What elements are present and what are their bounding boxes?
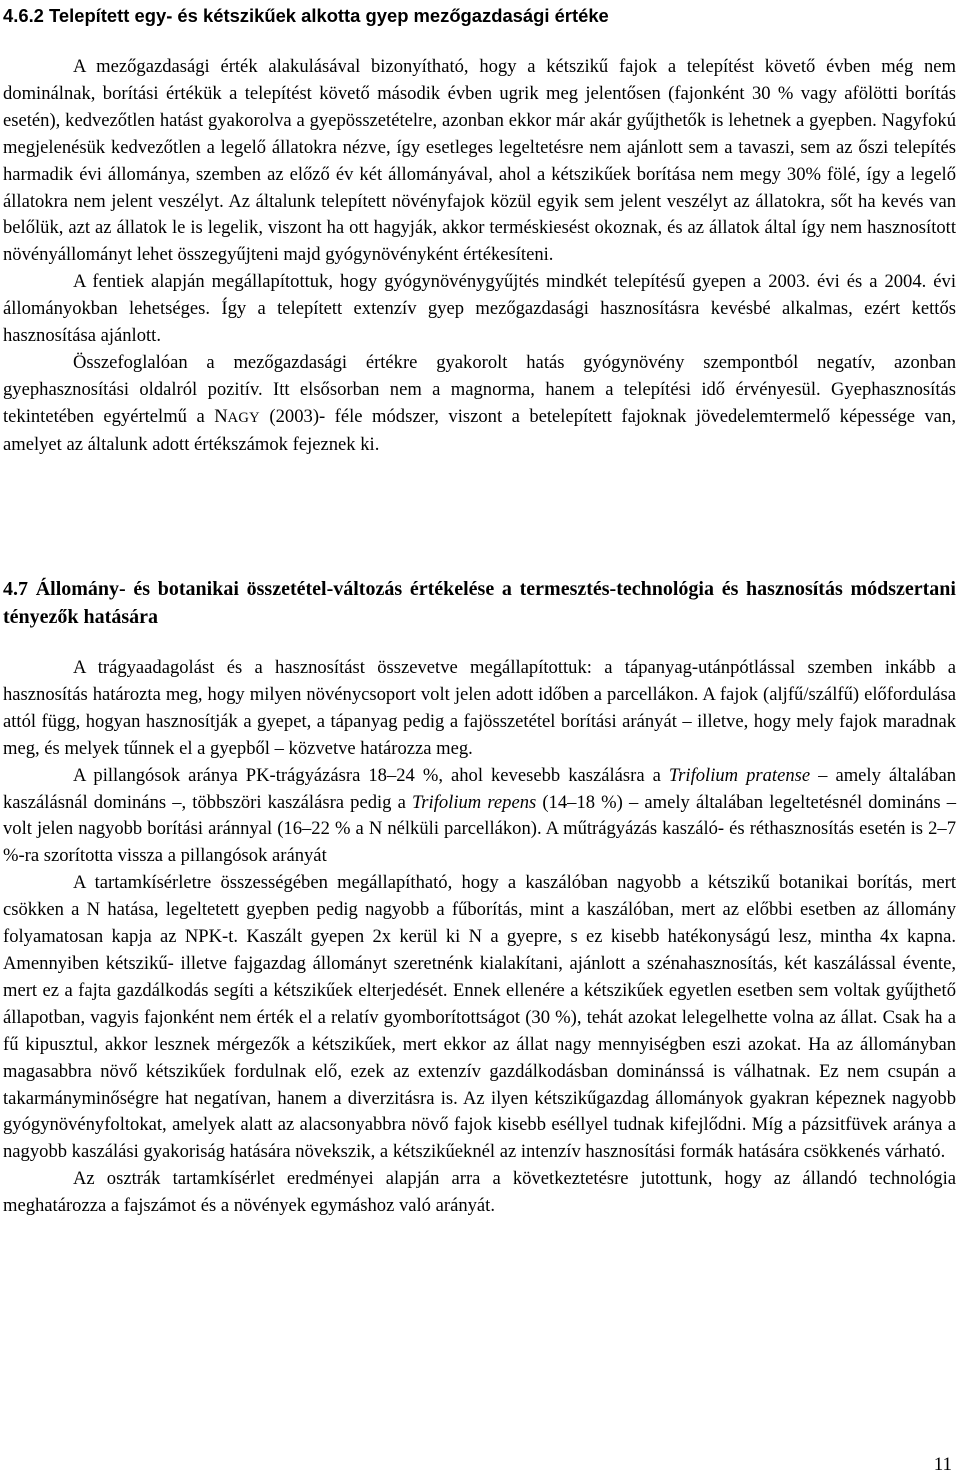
paragraph: A tartamkísérletre összességében megállapítható, hogy a kaszálóban nagyobb a kétszikű botanikai borítás, mert csökken a N hatása, legeltetett gyepben pedig nagyobb a fűborítás, mint a kaszálóban, mert az előbbi esetben az állomány folyamatosan kapja az NPK-t. Kaszált gyepen 2x kerül ki N a gyepre, s ez kisebb hatékonyságú lesz, mintha 4x kapna. Amennyiben kétszikű- illetve fajgazdag állományt szeretnénk kialakítani, ajánlott a szénahasznosítás, két kaszálással évente, mert ez a fajta gazdálkodás segíti a kétszikűek elterjedését. Ennek ellenére a kétszikűek egyetlen esetben sem voltak gyűjthető állapotban, vagyis fajonként nem érték el a relatív gyomborítottságot (30 %), tehát azokat lelegelhette volna az állat. Csak ha a fű kipusztul, akkor lesznek mérgezők a kétszikűek, mert ekkor az állat nagy mennyiségben eszi azokat. Ha az állományban magasabbra növő kétszikűek fordulnak elő, ezek az extenzív gazdálkodásban dominánssá is válhatnak. Ez nem csupán a takarmányminőségre hat negatívan, hanem a diverzitásra is. Az ilyen kétszikűgazdag állományok gyakran képeznek nagyobb gyógynövényfoltokat, amelyek alatt az alacsonyabbra növő fajok kisebb eséllyel tudnak kifejlődni. Míg a pázsitfüvek aránya a nagyobb kaszálási gyakoriság hatására növekszik, a kétszikűeknél az intenzív hasznosítási formák hatására csökkenés várható. bbox=[3, 872, 956, 1163]
section-heading: 4.6.2 Telepített egy- és kétszikűek alkotta gyep mezőgazdasági értéke bbox=[3, 5, 609, 26]
text-run: (14–18 %) – amely általában legeltetésnél domináns – volt jelen nagyobb borítási aránnyal (16–22 % a N nélküli parcellákon). A műtrágyázás kaszáló- és réthasznosítás esetén is 2–7 %-ra szorította vissza a pillangósok arányát bbox=[3, 791, 956, 867]
paragraph bbox=[3, 350, 956, 459]
text-run: – amely általában kaszálásnál domináns –, többszöri kaszálásra pedig a bbox=[3, 764, 956, 813]
paragraph: A trágyaadagolást és a hasznosítást összevetve megállapítottuk: a tápanyag-utánpótlással szemben inkább a hasznosítás határozta meg, hogy milyen növénycsoport volt jelen adott időben a parcellákon. A fajok (aljfű/szálfű) előfordulása attól függ, hogyan hasznosítják a gyepet, a tápanyag pedig a fajösszetétel borítási arányát – illetve, hogy mely fajok maradnak meg, és melyek tűnnek el a gyepből – közvetve határozza meg. bbox=[3, 657, 956, 759]
page-number: 11 bbox=[933, 1454, 952, 1475]
text-run: Összefoglalóan a mezőgazdasági értékre gyakorolt hatás gyógynövény szempontból negatív, azonban gyephasznosítási oldalról pozitív. Itt elsősorban nem a magnorma, hanem a telepítési idő érvényesül. Gyephasznosítás tekintetében egyértelmű a N bbox=[3, 351, 956, 427]
subsection-heading: 4.7 Állomány- és botanikai összetétel-változás értékelése a termesztés-technológia és hasznosítás módszertani tényezők hatására bbox=[3, 578, 956, 628]
paragraph: A mezőgazdasági érték alakulásával bizonyítható, hogy a kétszikű fajok a telepítést követő évben még nem dominálnak, borítási értékük a telepítést követő második évben ugrik meg jelentősen (fajonként 30 % vagy afölötti borítás esetén), kedvezőtlen hatást gyakorolva a gyepösszetételre, azonban ekkor már akár gyűjthetők is lehetnek a gyepben. Nagyfokú megjelenésük kedvezőtlen a legelő állatokra nézve, így esetleges legeltetésre nem ajánlott sem a tavaszi, sem az őszi telepítés harmadik évi állománya, szemben az előző év két állományával, ahol a kétszikűek borítása nem megy 30% fölé, így a legelő állatokra nem jelent veszélyt. Az általunk telepített növényfajok közül egyik sem jelent veszélyt az állatokra, sőt ha kevés van belőlük, azt az állatok le is legelik, viszont ha ott hagyják, akkor terméskiesést okoznak, és az állatok által így nem hasznosított növényállományt lehet összegyűjteni majd gyógynövényként értékesíteni. bbox=[3, 56, 956, 266]
species-name: Trifolium repens bbox=[411, 791, 537, 813]
species-name: Trifolium pratense bbox=[668, 764, 811, 786]
paragraph: Az osztrák tartamkísérlet eredményei alapján arra a következtetésre jutottunk, hogy az állandó technológia meghatározza a fajszámot és a növények egymáshoz való arányát. bbox=[3, 1168, 956, 1217]
paragraph: A fentiek alapján megállapítottuk, hogy gyógynövénygyűjtés mindkét telepítésű gyepen a 2003. évi és a 2004. évi állományokban lehetséges. Így a telepített extenzív gyep mezőgazdasági hasznosításra kevésbé alkalmas, ezért kettős hasznosítása ajánlott. bbox=[3, 271, 956, 347]
text-run: (2003)- féle módszer, viszont a betelepített fajoknak jövedelemtermelő képessége van, amelyet az általunk adott értékszámok fejeznek ki. bbox=[3, 405, 956, 455]
text-run: A pillangósok aránya PK-trágyázásra 18–24 %, ahol kevesebb kaszálásra a bbox=[73, 764, 669, 786]
paragraph bbox=[3, 763, 956, 871]
small-caps-text: AGY bbox=[227, 409, 260, 426]
section-body bbox=[3, 54, 956, 459]
subsection-body bbox=[3, 655, 956, 1220]
